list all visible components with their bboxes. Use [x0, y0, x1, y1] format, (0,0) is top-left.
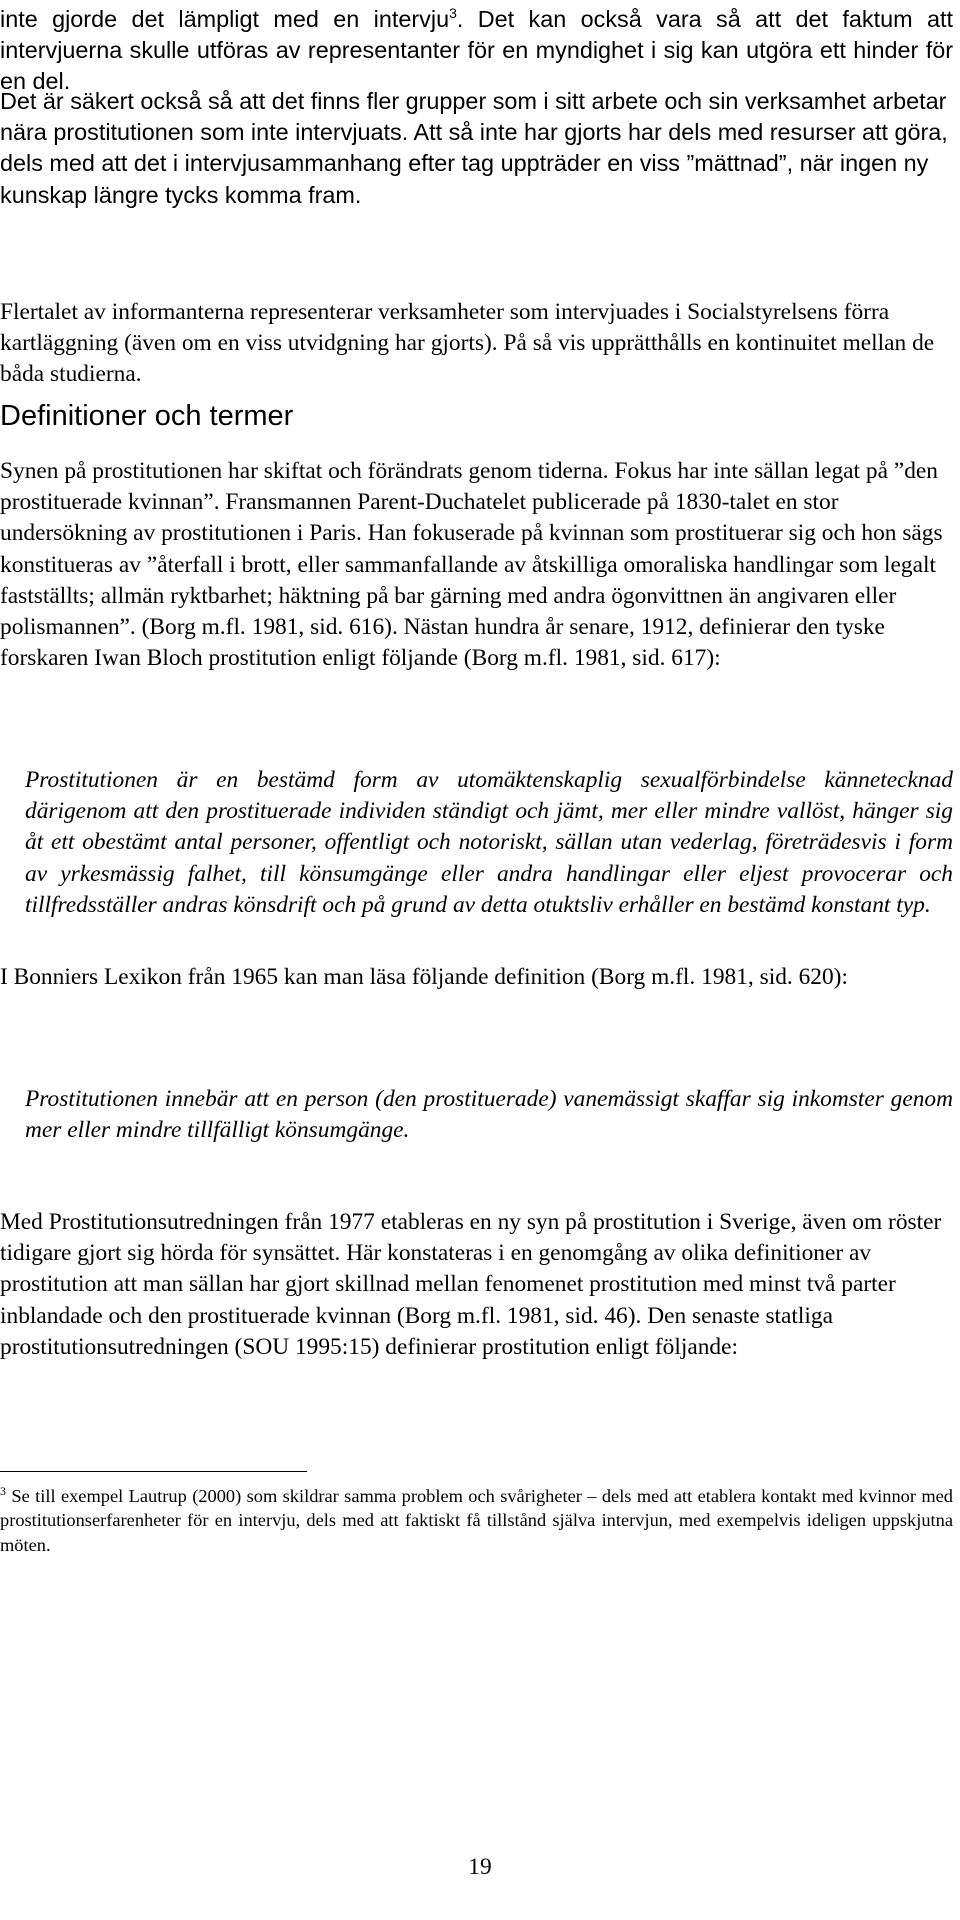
- footnote-text: Se till exempel Lautrup (2000) som skildrar samma problem och svårigheter – dels med att etablera kontakt med kvinnor med prostitutionserfarenheter för en intervju, dels med att faktiskt få tillstånd själva intervjun, med exempelvis ideligen uppskjutna möten.: [0, 1486, 953, 1555]
- paragraph-definitions-part1: Synen på prostitutionen har skiftat och förändrats genom tiderna. Fokus har inte sällan legat på ”den prostituerade kvinnan”. Fransmannen Parent-Duchatelet publicerade på 1830-talet en stor undersökning av prostitutionen i Paris.: [0, 458, 938, 547]
- paragraph-informants: Flertalet av informanterna representerar verksamheter som intervjuades i Socialstyrelsens förra kartläggning (även om en viss utvidgning har gjorts). På så vis upprätthålls en kontinuitet mellan de båda studierna.: [0, 299, 935, 388]
- page-number: 19: [468, 1854, 492, 1880]
- footnote-number: 3: [0, 1483, 6, 1498]
- paragraph-utredningen: [0, 1207, 953, 1363]
- section-heading: Definitioner och termer: [0, 400, 294, 432]
- paragraph-groups-part2: Att så inte har gjorts har dels med resurser att göra, dels med att det i intervjusammanhang efter tag uppträder en viss ”mättnad”, när ingen ny kunskap längre tycks komma fram.: [0, 119, 948, 208]
- block-quote-bonniers: Prostitutionen innebär att en person (den prostituerade) vanemässigt skaffar sig inkomster genom mer eller mindre tillfälligt könsumgänge.: [25, 1086, 953, 1144]
- paragraph-definitions-part3: Nästan hundra år senare, 1912, definierar den tyske forskaren Iwan Bloch prostitution enligt följande (Borg m.fl. 1981, sid. 617):: [0, 614, 885, 672]
- footnote-divider: [0, 1471, 307, 1472]
- paragraph-utredningen-part1: Med Prostitutionsutredningen från 1977 etableras en ny syn på prostitution i Sverige, även om röster tidigare gjort sig hörda för synsättet.: [0, 1209, 942, 1267]
- paragraph-intro-text-after: . Det kan också vara så att det faktum att intervjuerna skulle utföras av representanter för en myndighet i sig kan utgöra ett hinder för en del.: [0, 6, 954, 95]
- footnote-reference[interactable]: 3: [449, 5, 457, 22]
- footnote: [0, 1484, 953, 1557]
- paragraph-definitions-part2: Han fokuserade på kvinnan som prostituerar sig och hon sägs konstitueras av ”återfall i brott, eller sammanfallande av åtskilliga omoraliska handlingar som legalt fastställts; allmän ryktbarhet; häktning på bar gärning med andra ögonvittnen än angivaren eller polismannen”. (Borg m.fl. 1981, sid. 616).: [0, 520, 943, 641]
- paragraph-utredningen-part3: Den senaste statliga prostitutionsutredningen (SOU 1995:15) definierar prostitution enligt följande:: [0, 1302, 834, 1360]
- paragraph-utredningen-part2: Här konstateras i en genomgång av olika definitioner av prostitution att man sällan har gjort skillnad mellan fenomenet prostitution med minst två parter inblandade och den prostituerade kvinnan (Borg m.fl. 1981, sid. 46).: [0, 1240, 896, 1329]
- block-quote-bloch: Prostitutionen är en bestämd form av utomäktenskaplig sexualförbindelse kännetecknad därigenom att den prostituerade individen ständigt och jämt, mer eller mindre vallöst, hänger sig åt ett obestämt antal personer, offentligt och notoriskt, sällan utan vederlag, företrädesvis i form av yrkesmässig falhet, till könsumgänge eller andra handlingar eller eljest provocerar och tillfredsställer andras könsdrift och på grund av detta otuktsliv erhåller en bestämd konstant typ.: [25, 767, 953, 918]
- paragraph-intro-text: inte gjorde det lämpligt med en intervju: [0, 6, 450, 32]
- paragraph-groups: [0, 86, 953, 211]
- paragraph-definitions: [0, 456, 953, 674]
- paragraph-intro: [0, 4, 953, 98]
- paragraph-bonniers: I Bonniers Lexikon från 1965 kan man läsa följande definition (Borg m.fl. 1981, sid. 620):: [0, 964, 848, 990]
- paragraph-groups-part1: Det är säkert också så att det finns fler grupper som i sitt arbete och sin verksamhet arbetar nära prostitutionen som inte intervjuats.: [0, 88, 947, 146]
